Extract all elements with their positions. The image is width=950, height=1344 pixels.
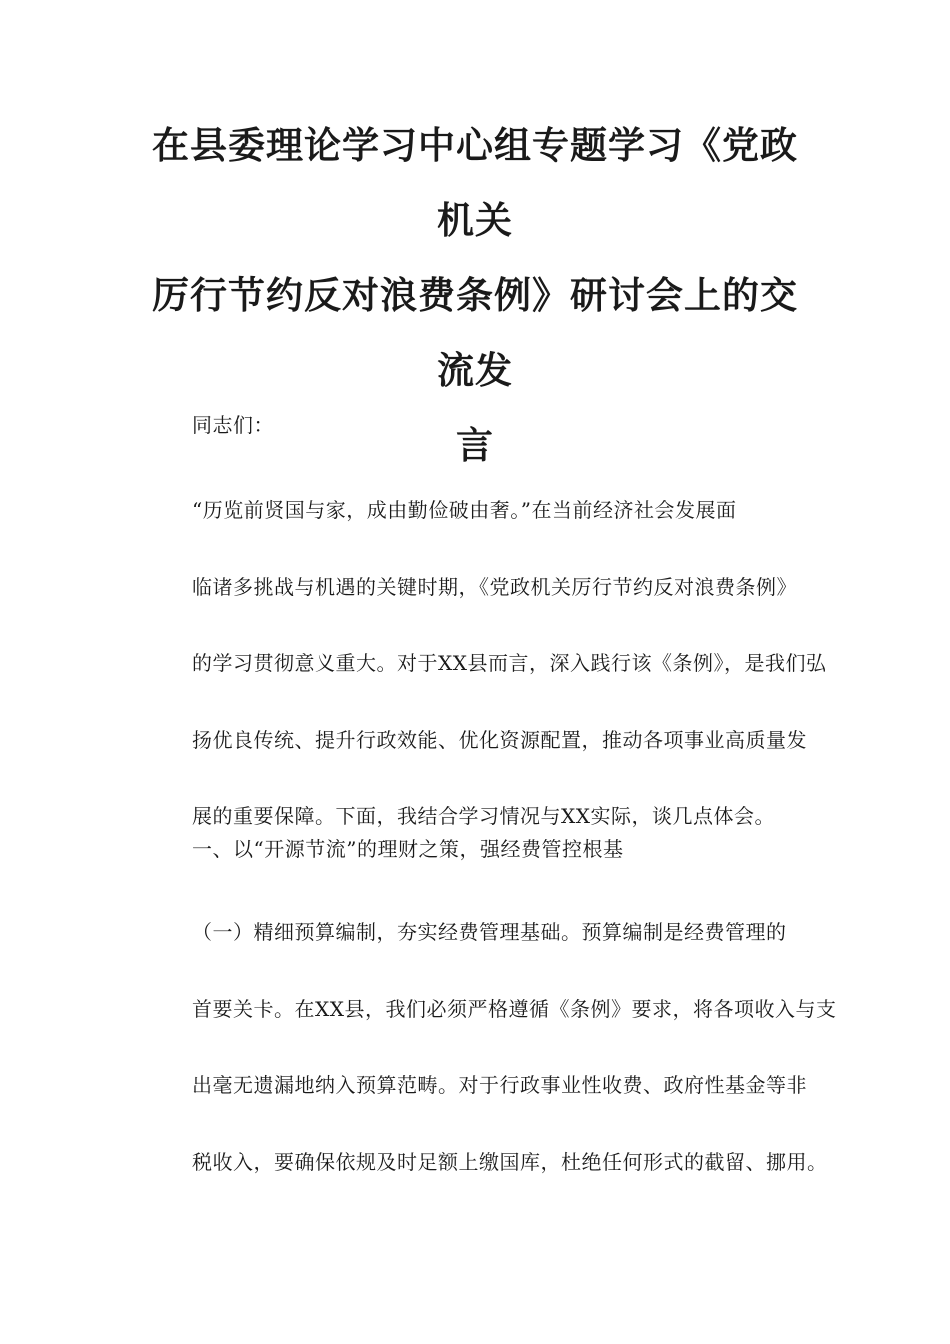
title-line: 厉行节约反对浪费条例》研讨会上的交流发 [152, 274, 798, 392]
paragraph-budget [146, 894, 837, 1200]
paragraph-line: 税收入，要确保依规及时足额上缴国库，杜绝任何形式的截留、挪用。 [192, 1149, 828, 1174]
section-heading-1: 一、以“开源节流”的理财之策，强经费管控根基 [192, 837, 624, 861]
paragraph-line: 出毫无遗漏地纳入预算范畴。对于行政事业性收费、政府性基金等非 [192, 1073, 807, 1097]
paragraph-line: “历览前贤国与家，成由勤俭破由奢。”在当前经济社会发展面 [192, 498, 737, 522]
title-line: 在县委理论学习中心组专题学习《党政机关 [152, 124, 798, 242]
paragraph-intro [146, 472, 827, 855]
paragraph-line: 的学习贯彻意义重大。对于XX县而言，深入践行该《条例》，是我们弘 [192, 651, 827, 675]
paragraph-line: 首要关卡。在XX县，我们必须严格遵循《条例》要求，将各项收入与支 [192, 996, 837, 1021]
greeting: 同志们： [192, 413, 274, 437]
title-line: 言 [456, 424, 494, 467]
paragraph-line: 展的重要保障。下面，我结合学习情况与XX实际，谈几点体会。 [192, 804, 775, 828]
paragraph-line: 扬优良传统、提升行政效能、优化资源配置，推动各项事业高质量发 [192, 727, 807, 752]
paragraph-line: （一）精细预算编制，夯实经费管理基础。预算编制是经费管理的 [192, 920, 787, 944]
paragraph-line: 临诸多挑战与机遇的关键时期，《党政机关厉行节约反对浪费条例》 [192, 574, 797, 599]
